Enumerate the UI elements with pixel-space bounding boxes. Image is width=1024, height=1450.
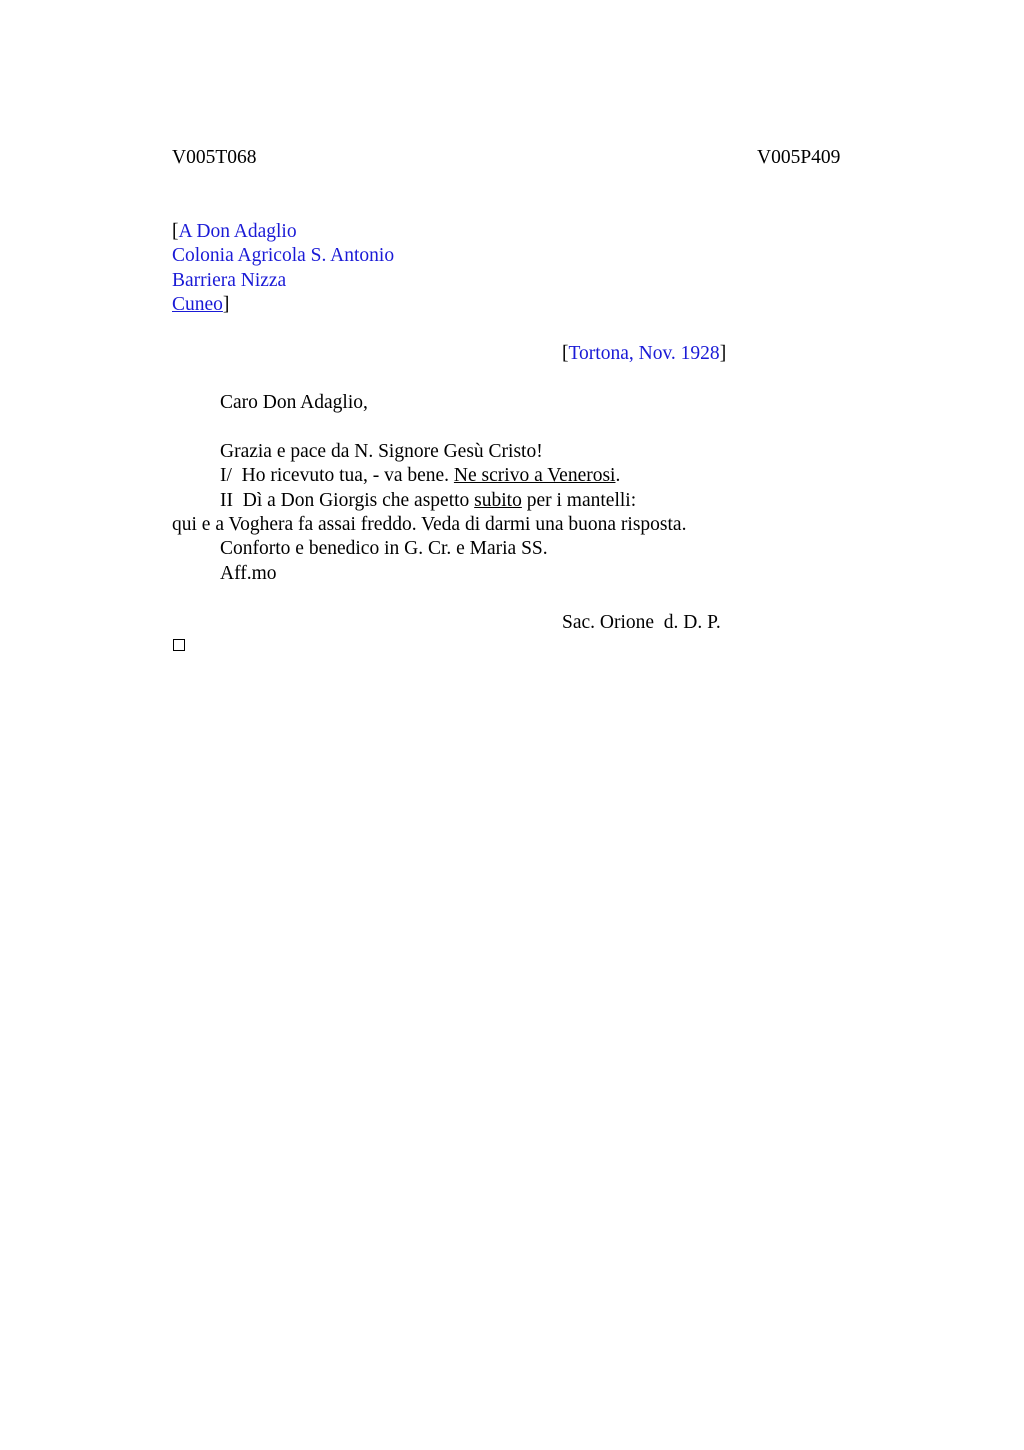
paragraph-2-suffix: per i mantelli: [521,490,637,511]
salutation: Caro Don Adaglio, [220,392,368,413]
end-marker-box [173,639,185,651]
dateline-close-bracket: ] [719,343,727,364]
dateline-open-bracket: [ [562,343,569,364]
address-line-3: Barriera Nizza [172,270,287,291]
address-line-1 [172,220,297,244]
document-code-left: V005T068 [172,147,257,168]
address-line-4 [172,293,229,317]
paragraph-1-suffix: . [615,465,621,486]
address-close-bracket: ] [222,294,230,315]
address-open-bracket: [ [172,221,179,242]
paragraph-2 [220,489,636,513]
paragraph-2-underlined: subito [474,490,522,511]
greeting: Grazia e pace da N. Signore Gesù Cristo! [220,441,543,462]
paragraph-2-continuation: qui e a Voghera fa assai freddo. Veda di darmi una buona risposta. [172,514,687,535]
dateline [562,342,726,366]
dateline-text: Tortona, Nov. 1928 [568,343,720,364]
address-line-2: Colonia Agricola S. Antonio [172,245,395,266]
address-recipient: A Don Adaglio [178,221,297,242]
address-city: Cuneo [172,294,223,315]
closing: Aff.mo [220,563,277,584]
paragraph-2-text: II Dì a Don Giorgis che aspetto [220,490,475,511]
paragraph-1-underlined: Ne scrivo a Venerosi [453,465,616,486]
document-code-right: V005P409 [757,147,841,168]
paragraph-1 [220,464,620,488]
blessing: Conforto e benedico in G. Cr. e Maria SS. [220,538,548,559]
paragraph-1-text: I/ Ho ricevuto tua, - va bene. [220,465,454,486]
signature: Sac. Orione d. D. P. [562,612,721,633]
